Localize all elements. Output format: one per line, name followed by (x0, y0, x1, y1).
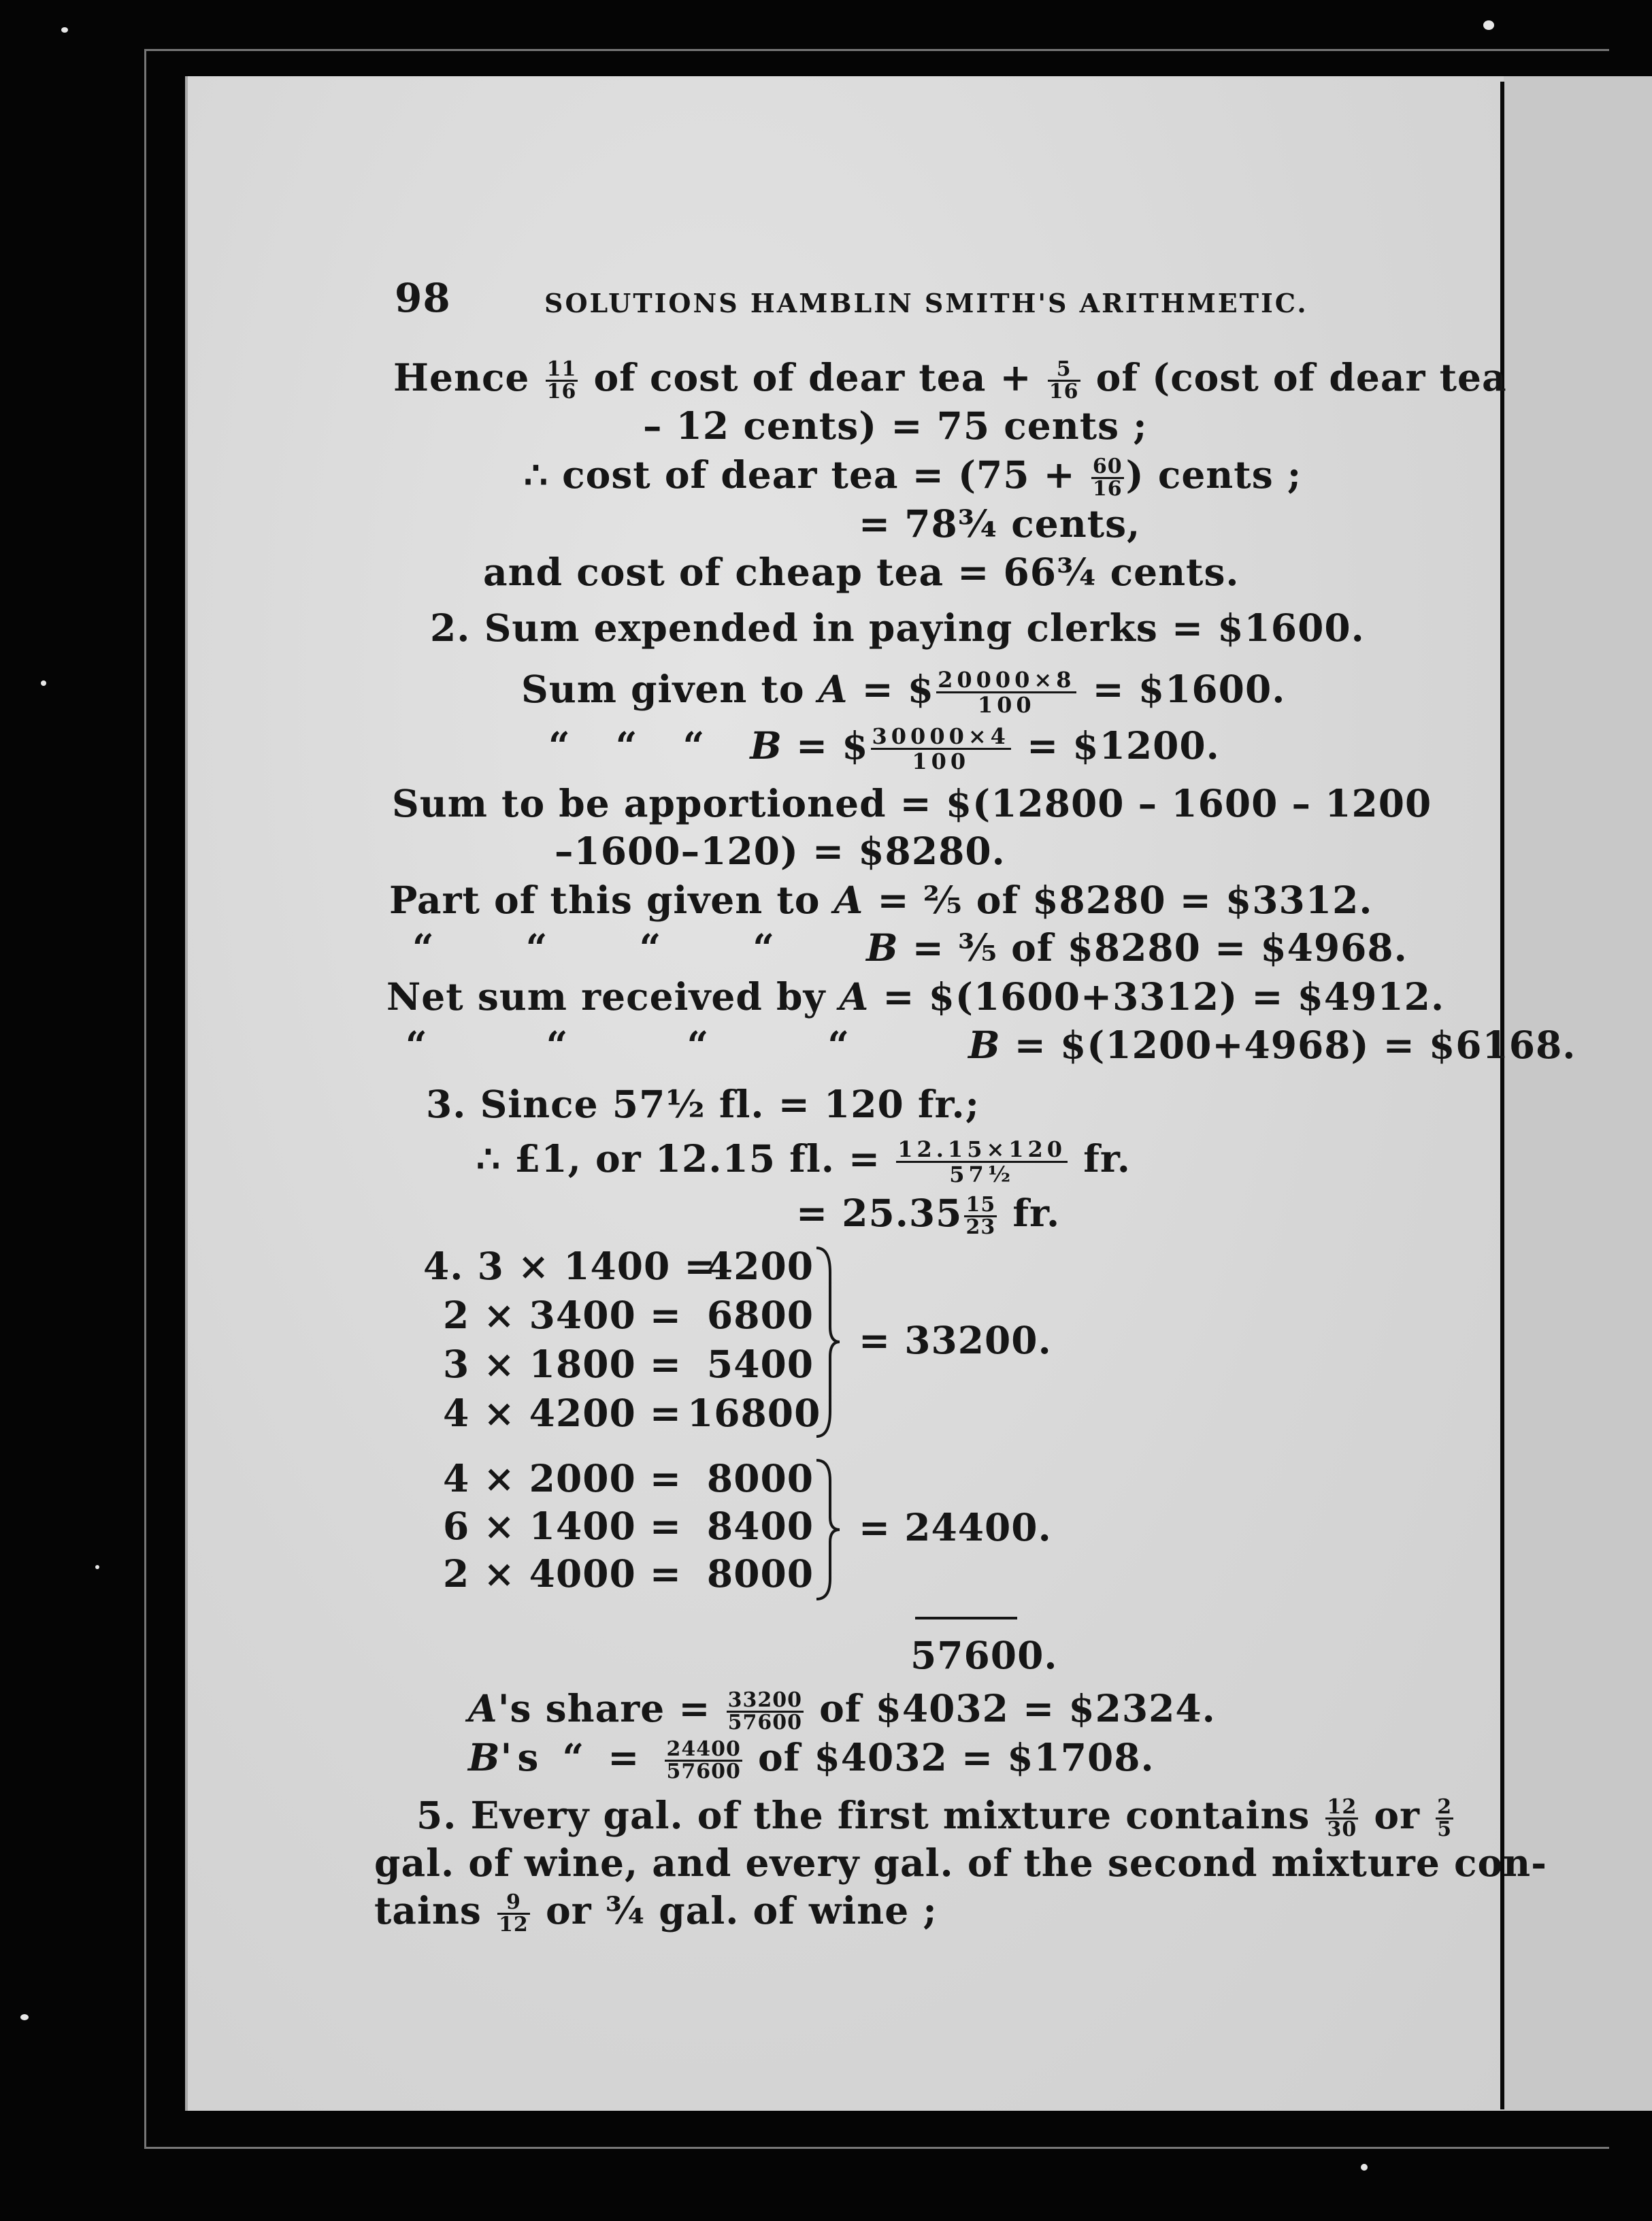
fraction (964, 1195, 997, 1238)
text-segment: Hence (393, 355, 544, 399)
text-segment: ∴ £1, or 12.15 fl. = (476, 1136, 895, 1181)
text-segment: = 25.35 (796, 1191, 963, 1235)
product-right: 8000 (706, 1456, 814, 1500)
denominator: 16 (546, 380, 577, 404)
fraction (497, 1892, 530, 1935)
product-right: 16800 (687, 1391, 821, 1435)
italic-letter: A (839, 974, 870, 1019)
text-segment: of $4032 = $1708. (744, 1735, 1155, 1779)
product-right: 8400 (706, 1504, 814, 1548)
product-left: 4 × 2000 = (443, 1456, 682, 1500)
fraction (727, 1690, 804, 1733)
denominator: 16 (1092, 477, 1123, 501)
italic-letter: A (833, 878, 864, 922)
running-title: SOLUTIONS HAMBLIN SMITH'S ARITHMETIC. (544, 288, 1308, 318)
group-total: = 33200. (859, 1318, 1052, 1362)
text-line (524, 453, 1302, 499)
numerator: 15 (965, 1193, 996, 1217)
italic-letter: B (866, 925, 899, 970)
curly-brace-2 (814, 1458, 841, 1602)
italic-letter: B (968, 1023, 1001, 1067)
numerator: 24400 (666, 1737, 741, 1762)
product-left: 4. 3 × 1400 = (423, 1244, 716, 1288)
text-line (468, 1686, 1216, 1733)
text-segment: 5. Every gal. of the first mixture contains (416, 1793, 1324, 1837)
numerator: 12 (1327, 1795, 1357, 1820)
fraction (896, 1138, 1068, 1186)
text-line (548, 723, 1220, 773)
product-left: 4 × 4200 = (443, 1391, 682, 1435)
text-line (521, 667, 1285, 717)
ditto-marks: “ “ “ “ (412, 925, 867, 970)
text-line (416, 1793, 1455, 1840)
text-segment: = ⅖ of $8280 = $3312. (863, 878, 1373, 922)
italic-letter: A (818, 667, 848, 711)
scan-speck (61, 27, 68, 33)
text-line: = 78¾ cents, (859, 501, 1141, 546)
text-segment: = ⅗ of $8280 = $4968. (898, 925, 1408, 970)
text-segment: = $ (848, 667, 935, 711)
product-left: 3 × 1800 = (443, 1342, 682, 1386)
denominator: 57600 (727, 1711, 802, 1735)
text-segment: of $4032 = $2324. (805, 1686, 1216, 1730)
denominator: 30 (1327, 1817, 1357, 1842)
denominator: 16 (1048, 380, 1079, 404)
denominator: 5 (1437, 1817, 1453, 1842)
fraction (1436, 1797, 1453, 1840)
grand-total: 57600. (910, 1633, 1058, 1677)
fraction (546, 359, 578, 402)
product-left: 2 × 4000 = (443, 1551, 682, 1596)
numerator: 60 (1092, 455, 1123, 479)
text-line: 3. Since 57½ fl. = 120 fr.; (426, 1082, 980, 1126)
text-line: – 12 cents) = 75 cents ; (643, 404, 1148, 448)
numerator: 11 (546, 357, 577, 382)
numerator: 5 (1048, 359, 1080, 382)
fraction (1325, 1797, 1358, 1840)
numerator: 12.15×120 (897, 1136, 1067, 1163)
text-line (412, 925, 1408, 970)
text-segment: = $(1200+4968) = $6168. (1000, 1023, 1576, 1067)
denominator: 100 (977, 692, 1036, 719)
fraction (1048, 359, 1080, 402)
denominator: 23 (965, 1215, 996, 1240)
scan-speck (1483, 20, 1494, 30)
text-segment: or ¾ gal. of wine ; (531, 1888, 938, 1932)
text-line: and cost of cheap tea = 66¾ cents. (483, 550, 1240, 594)
text-segment: ∴ cost of dear tea = (75 + (524, 453, 1089, 497)
product-left: 2 × 3400 = (443, 1293, 682, 1337)
text-line (386, 974, 1444, 1019)
curly-brace-1 (814, 1245, 841, 1439)
text-segment: Net sum received by (386, 974, 840, 1019)
text-segment: 's “ = (500, 1735, 663, 1779)
page-number: 98 (395, 275, 451, 321)
fraction (871, 725, 1011, 773)
scan-speck (95, 1565, 99, 1569)
text-segment: 's share = (497, 1686, 725, 1730)
text-line (796, 1191, 1060, 1238)
text-segment: fr. (1070, 1136, 1131, 1181)
text-segment: Sum given to (521, 667, 819, 711)
sum-rule (915, 1617, 1017, 1619)
product-right: 5400 (706, 1342, 814, 1386)
fraction (1091, 457, 1124, 499)
text-line: gal. of wine, and every gal. of the second mixture con- (374, 1841, 1547, 1885)
group-total: = 24400. (859, 1505, 1052, 1549)
ditto-marks: “ “ “ (548, 723, 750, 768)
text-segment: tains (374, 1888, 496, 1932)
text-segment: of (cost of dear tea (1082, 355, 1507, 399)
text-line (393, 355, 1507, 402)
text-line: –1600–120) = $8280. (555, 829, 1006, 873)
scan-speck (41, 680, 46, 686)
text-line (406, 1023, 1576, 1068)
text-line (476, 1136, 1131, 1186)
italic-letter: B (750, 723, 782, 768)
scan-speck (1361, 2164, 1368, 2171)
text-segment: = $(1600+3312) = $4912. (869, 974, 1445, 1019)
numerator: 20000×8 (938, 667, 1076, 693)
text-segment: of cost of dear tea + (580, 355, 1046, 399)
product-right: 6800 (706, 1293, 814, 1337)
numerator: 30000×4 (872, 723, 1010, 750)
denominator: 57½ (949, 1162, 1015, 1188)
numerator: 33200 (727, 1688, 802, 1713)
text-segment: = $1200. (1012, 723, 1220, 768)
text-segment: or (1360, 1793, 1434, 1837)
denominator: 57600 (666, 1760, 741, 1784)
italic-letter: A (468, 1686, 498, 1730)
text-line (389, 878, 1372, 923)
fraction (936, 668, 1076, 717)
italic-letter: B (468, 1735, 501, 1779)
facing-page-edge (1504, 76, 1652, 2111)
product-right: 8000 (706, 1551, 814, 1596)
denominator: 100 (912, 748, 970, 775)
product-left: 6 × 1400 = (443, 1504, 682, 1548)
text-segment: = $1600. (1078, 667, 1286, 711)
numerator: 2 (1437, 1795, 1453, 1820)
fraction (665, 1739, 742, 1782)
denominator: 12 (499, 1913, 529, 1937)
ditto-marks: “ “ “ “ (406, 1023, 969, 1067)
text-line: Sum to be apportioned = $(12800 – 1600 – 1200 (392, 781, 1432, 825)
text-line (468, 1735, 1155, 1782)
text-line (374, 1888, 938, 1935)
text-segment: ) cents ; (1125, 453, 1302, 497)
scan-speck (20, 2014, 29, 2020)
text-line: 2. Sum expended in paying clerks = $1600. (430, 606, 1365, 650)
numerator: 9 (497, 1892, 530, 1915)
text-segment: Part of this given to (389, 878, 834, 922)
product-right: 4200 (706, 1244, 814, 1288)
text-segment: = $ (782, 723, 869, 768)
text-segment: fr. (999, 1191, 1061, 1235)
